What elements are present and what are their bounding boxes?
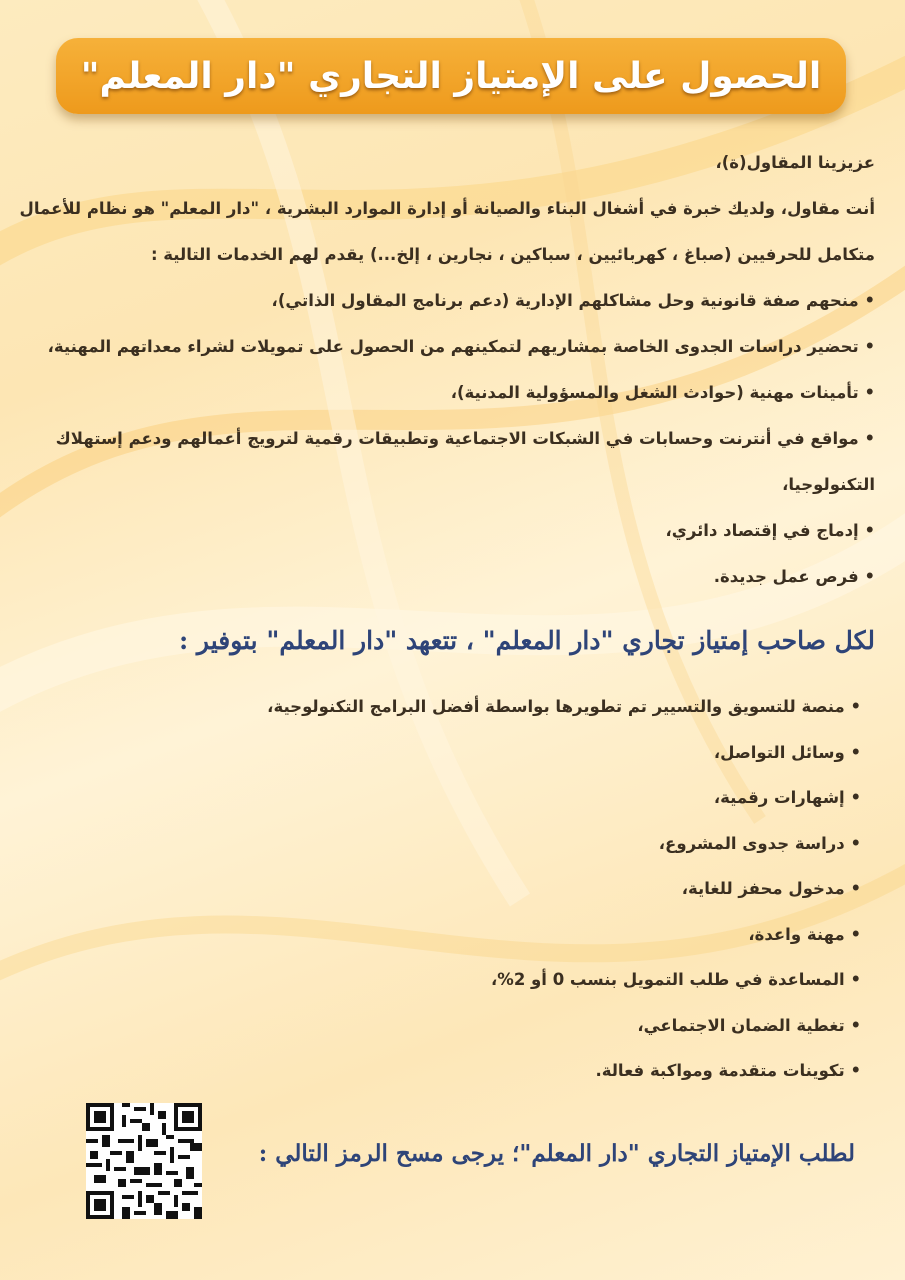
commitment-list <box>27 684 861 1094</box>
qr-code-icon[interactable] <box>86 1103 202 1219</box>
commitment-item: • تغطية الضمان الاجتماعي، <box>27 1003 861 1049</box>
service-item-continuation: التكنولوجيا، <box>782 475 875 494</box>
commitment-item: • مدخول محفز للغاية، <box>27 866 861 912</box>
intro-paragraph-line-1: أنت مقاول، ولديك خبرة في أشغال البناء والصيانة أو إدارة الموارد البشرية ، "دار المعلم" هو نظام للأعمال <box>19 199 875 218</box>
commitment-heading: لكل صاحب إمتياز تجاري "دار المعلم" ، تتعهد "دار المعلم" بتوفير : <box>178 626 875 655</box>
service-item: • تحضير دراسات الجدوى الخاصة بمشاريهم لتمكينهم من الحصول على تمويلات لشراء معداتهم المهنية، <box>27 324 875 370</box>
intro-section <box>19 140 875 600</box>
commitment-item: • تكوينات متقدمة ومواكبة فعالة. <box>27 1048 861 1094</box>
service-item: • مواقع في أنترنت وحسابات في الشبكات الاجتماعية وتطبيقات رقمية لترويج أعمالهم ودعم إستهلاك <box>27 416 875 462</box>
commitment-item: • المساعدة في طلب التمويل بنسب 0 أو 2%، <box>27 957 861 1003</box>
service-item: • منحهم صفة قانونية وحل مشاكلهم الإدارية (دعم برنامج المقاول الذاتي)، <box>27 278 875 324</box>
service-item: • تأمينات مهنية (حوادث الشغل والمسؤولية المدنية)، <box>27 370 875 416</box>
service-item: • فرص عمل جديدة. <box>27 554 875 600</box>
intro-paragraph-line-2: متكامل للحرفيين (صباغ ، كهربائيين ، سباكين ، نجارين ، إلخ...) يقدم لهم الخدمات التالية : <box>150 245 875 264</box>
qr-call-to-action: لطلب الإمتياز التجاري "دار المعلم"؛ يرجى مسح الرمز التالي : <box>258 1140 855 1167</box>
commitment-item: • دراسة جدوى المشروع، <box>27 821 861 867</box>
service-item: • إدماج في إقتصاد دائري، <box>27 508 875 554</box>
commitment-item: • مهنة واعدة، <box>27 912 861 958</box>
title-banner <box>56 38 846 114</box>
commitment-item: • منصة للتسويق والتسيير تم تطويرها بواسطة أفضل البرامج التكنولوجية، <box>27 684 861 730</box>
commitment-item: • وسائل التواصل، <box>27 730 861 776</box>
greeting: عزيزينا المقاول(ة)، <box>715 153 875 172</box>
page-title: الحصول على الإمتياز التجاري "دار المعلم" <box>80 55 822 97</box>
commitment-item: • إشهارات رقمية، <box>27 775 861 821</box>
